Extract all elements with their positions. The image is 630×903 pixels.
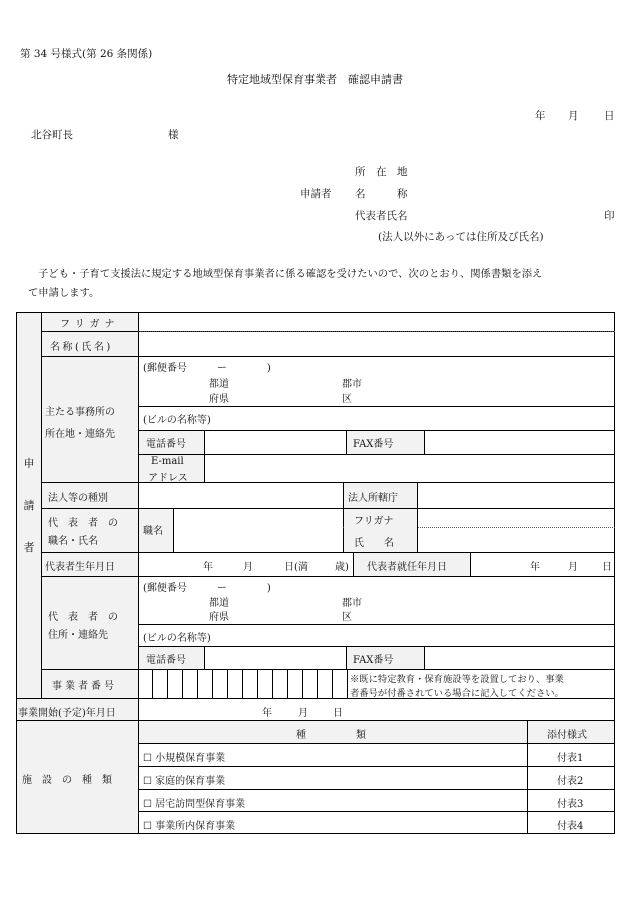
checkbox-3[interactable]: ☐ [143,799,152,810]
corp-office-label: 法人所轄庁 [348,493,398,504]
representative-label: 代表者氏名 [355,210,408,222]
appointed-month: 月 [568,562,578,573]
facility-name-1: 小規模保育事業 [155,753,226,764]
office-building: (ビルの名称等) [143,415,211,426]
rep-phone-label: 電話番号 [146,655,186,666]
date-year: 年 [535,110,546,122]
birth-year: 年 [203,562,213,573]
rep-fax-label: FAX番号 [353,655,394,666]
applicant-label: 申請者 [300,188,332,200]
honorific: 様 [168,129,179,141]
start-year: 年 [262,708,272,719]
start-month: 月 [298,708,308,719]
biz-no-note-2: 者番号が付番されている場合に記入してください。 [350,688,564,699]
form-number: 第 34 号様式(第 26 条関係) [20,48,153,60]
facility-row-4[interactable] [143,817,235,832]
facility-name-3: 居宅訪問型保育事業 [155,799,246,810]
checkbox-2[interactable]: ☐ [143,776,152,787]
office-label-line1: 主たる事務所の [45,407,115,418]
side-label-3: 者 [23,541,35,554]
email-label-1: E-mail [151,456,184,467]
facility-attach-3: 付表3 [557,799,584,810]
date-month: 月 [568,110,579,122]
office-phone-label: 電話番号 [146,439,186,450]
office-gunshi-2: 区 [342,394,352,405]
rep-addr-label-1: 代 表 者 の [48,612,118,623]
rep-todofuken-2: 府県 [209,612,229,623]
facility-attach-2: 付表2 [557,776,584,787]
facility-attach-1: 付表1 [557,753,584,764]
biz-no-label: 事業者番号 [52,681,117,692]
office-todofuken-1: 都道 [209,379,229,390]
address-label: 所 在 地 [355,166,408,178]
rep-gunshi-2: 区 [342,612,352,623]
appointed-year: 年 [530,562,540,573]
start-date-label: 事業開始(予定)年月日 [18,708,116,719]
rep-title-label-2: 職名・氏名 [48,536,98,547]
side-label-2: 請 [23,499,35,512]
facility-row-1[interactable] [143,749,225,764]
form-title: 特定地域型保育事業者 確認申請書 [227,73,403,86]
name-label: 名 称 [355,188,408,200]
corp-type-label: 法人等の種別 [48,493,108,504]
facility-attach-4: 付表4 [557,821,584,832]
birth-day: 日(満 [284,562,308,573]
facility-row-3[interactable] [143,795,245,810]
email-label-2: アドレス [148,473,188,484]
rep-building: (ビルの名称等) [143,633,211,644]
intro-line-1: 子ども・子育て支援法に規定する地域型保育事業者に係る確認を受けたいので、次のとおり、関係書類を添え [38,268,543,280]
side-label-1: 申 [23,457,35,470]
furigana-label: フリガナ [60,319,120,330]
facility-name-2: 家庭的保育事業 [155,776,226,787]
checkbox-1[interactable]: ☐ [143,753,152,764]
checkbox-4[interactable]: ☐ [143,821,152,832]
biz-no-note-1: ※既に特定教育・保育施設等を設置しており、事業 [350,674,564,685]
rep-todofuken-1: 都道 [209,598,229,609]
attach-header: 添付様式 [547,730,587,741]
table-border [16,312,615,834]
facility-type-label: 施 設 の 種 類 [22,775,112,786]
name-field-label: 名称(氏名) [50,342,113,353]
rep-title-label-1: 代 表 者 の [48,518,118,529]
birth-label: 代表者生年月日 [45,562,115,573]
rep-postal: (郵便番号 ー ) [143,583,271,594]
birth-age: 歳) [335,562,349,573]
office-fax-label: FAX番号 [353,439,394,450]
rep-furigana-label: フリガナ [354,516,394,527]
seal-mark: 印 [604,210,615,222]
appointed-label: 代表者就任年月日 [367,562,447,573]
office-postal: (郵便番号 ー ) [143,363,271,374]
start-day: 日 [333,708,343,719]
facility-name-4: 事業所内保育事業 [155,821,236,832]
office-todofuken-2: 府県 [209,394,229,405]
rep-gunshi-1: 郡市 [342,598,362,609]
applicant-note: (法人以外にあっては住所及び氏名) [378,231,544,243]
office-gunshi-1: 郡市 [342,379,362,390]
kind-header: 種 類 [296,730,366,741]
rep-addr-label-2: 住所・連絡先 [48,630,108,641]
intro-line-2: て申請します。 [28,287,100,299]
date-day: 日 [604,110,615,122]
office-label-line2: 所在地・連絡先 [45,429,115,440]
rep-name-label: 氏 名 [354,538,394,549]
facility-row-2[interactable] [143,772,225,787]
addressee: 北谷町長 [31,129,73,141]
birth-month: 月 [243,562,253,573]
job-title-label: 職名 [143,526,163,537]
appointed-day: 日 [602,562,612,573]
